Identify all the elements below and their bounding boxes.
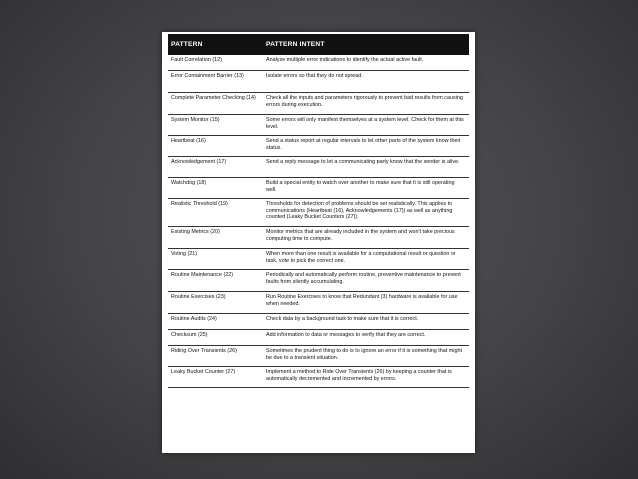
- header-pattern: PATTERN: [171, 41, 203, 48]
- pattern-cell: Error Containment Barrier (13): [171, 73, 244, 79]
- pattern-cell: Riding Over Transients (26): [171, 348, 237, 354]
- table-row: [168, 93, 469, 115]
- intent-cell: Send a status report at regular intervals to let other parts of the system know their status.: [266, 138, 461, 151]
- intent-cell: Send a reply message to let a communicating party know that the sender is alive.: [266, 159, 460, 165]
- table-row: [168, 270, 469, 292]
- intent-cell: Some errors will only manifest themselves at a system level. Check for them at this level.: [266, 117, 464, 130]
- table-row: [168, 227, 469, 249]
- table-row: [168, 55, 469, 71]
- table-row: [168, 115, 469, 136]
- table-row: [168, 157, 469, 178]
- table-row: [168, 367, 469, 388]
- intent-cell: Periodically and automatically perform routine, preventive maintenance to prevent faults from silently accumulating.: [266, 272, 461, 285]
- intent-cell: Run Routine Exercises to know that Redundant (3) hardware is available for use when needed.: [266, 294, 458, 307]
- table-row: [168, 314, 469, 330]
- pattern-cell: Routine Audits (24): [171, 316, 217, 322]
- table-row: [168, 346, 469, 367]
- intent-cell: Implement a method to Ride Over Transients (26) by keeping a counter that is automatically decremented and incremented by errors.: [266, 369, 452, 382]
- pattern-cell: Checksum (25): [171, 332, 208, 338]
- pattern-cell: Watchdog (18): [171, 180, 207, 186]
- intent-cell: Analyze multiple error indications to identify the actual active fault.: [266, 57, 424, 63]
- pattern-cell: Heartbeat (16): [171, 138, 206, 144]
- pattern-cell: Acknowledgement (17): [171, 159, 227, 165]
- table-row: [168, 292, 469, 314]
- pattern-cell: Complete Parameter Checking (14): [171, 95, 256, 101]
- intent-cell: Thresholds for detection of problems should be set realistically. This applies to communications (Heartbeat (16), Acknowledgements (17)) as well as anything counted (Leaky Bucket Counters (27)).: [266, 201, 453, 221]
- intent-cell: When more than one result is available for a computational result or question or task, vote to pick the correct one.: [266, 251, 456, 264]
- pattern-cell: Realistic Threshold (19): [171, 201, 228, 207]
- intent-cell: Build a special entity to watch over another to make sure that it is still operating well.: [266, 180, 455, 193]
- table-header: [168, 34, 469, 55]
- header-intent: PATTERN INTENT: [266, 41, 325, 48]
- pattern-cell: Fault Correlation (12): [171, 57, 222, 63]
- pattern-cell: Routine Exercises (23): [171, 294, 226, 300]
- table-row: [168, 330, 469, 346]
- pattern-cell: Leaky Bucket Counter (27): [171, 369, 236, 375]
- intent-cell: Monitor metrics that are already included in the system and won't take precious computing time to compute.: [266, 229, 455, 242]
- pattern-cell: System Monitor (15): [171, 117, 220, 123]
- table-row: [168, 249, 469, 270]
- intent-cell: Check all the inputs and parameters rigorously to prevent bad results from causing errors during execution.: [266, 95, 463, 108]
- intent-cell: Add information to data or messages to verify that they are correct.: [266, 332, 426, 338]
- pattern-cell: Existing Metrics (20): [171, 229, 220, 235]
- table-row: [168, 178, 469, 199]
- table-row: [168, 71, 469, 93]
- document-page: [162, 32, 475, 453]
- pattern-cell: Routine Maintenance (22): [171, 272, 234, 278]
- intent-cell: Sometimes the prudent thing to do is to ignore an error if it is something that might be due to a transient situation.: [266, 348, 462, 361]
- table-row: [168, 136, 469, 157]
- pattern-table: [168, 34, 469, 388]
- table-body: [168, 55, 469, 388]
- pattern-cell: Voting (21): [171, 251, 198, 257]
- intent-cell: Check data by a background task to make sure that it is correct.: [266, 316, 419, 322]
- intent-cell: Isolate errors so that they do not spread.: [266, 73, 363, 79]
- table-row: [168, 199, 469, 227]
